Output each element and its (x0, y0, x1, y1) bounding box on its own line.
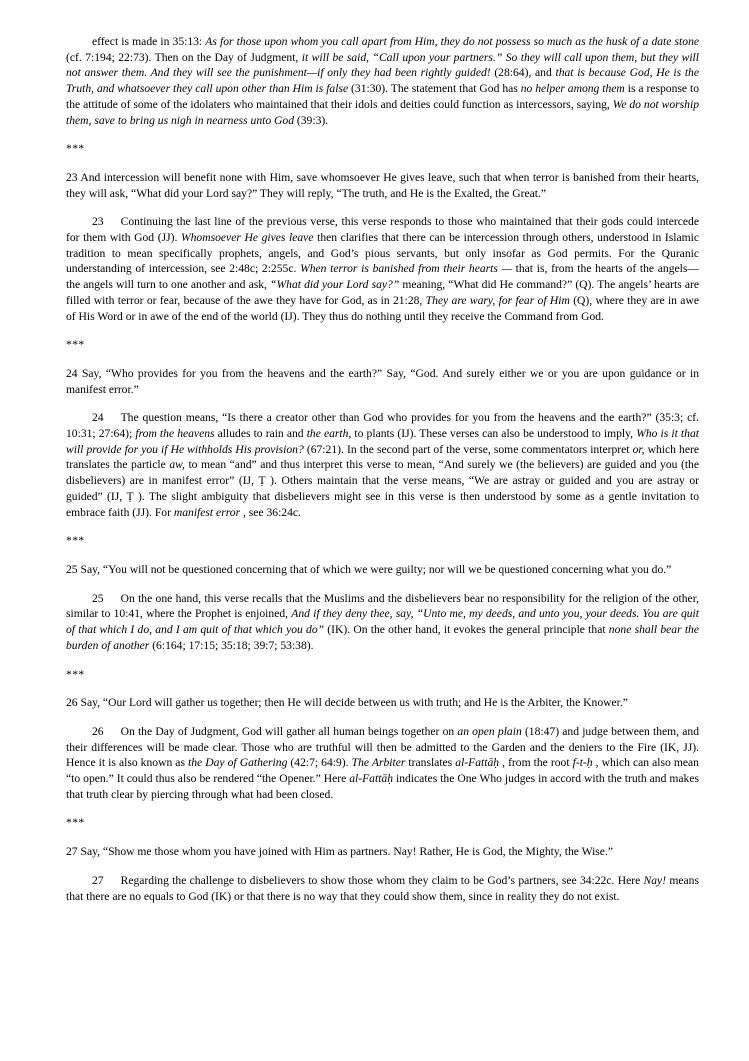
body-text: 25 (92, 591, 104, 605)
quoted-scripture: They are wary, for fear of Him (425, 293, 570, 307)
verse-translation (66, 562, 699, 578)
body-text: (cf. 7:194; 22:73). Then on the Day of Judgment, (66, 50, 302, 64)
body-text: (67:21). In the second part of the verse, some commentators interpret (303, 442, 633, 456)
body-text: (Q), where they are in awe of His Word or in awe of the end of the world (IJ). They thus do nothing until they receive the Command from God. (66, 293, 699, 323)
quoted-scripture: the Day of Gathering (188, 756, 288, 770)
verse-translation (66, 844, 699, 860)
body-text: is a response to the attitude of some of the idolaters who maintained that their idols and deities could function as intercessors, saying, (66, 82, 699, 111)
body-text: (28:64), and (490, 66, 556, 80)
paragraph-gap (66, 157, 699, 170)
body-text: effect is made in 35:13: (92, 35, 206, 48)
body-text: (IK). On the other hand, it evokes the general principle that (324, 623, 609, 637)
body-text: 27 (92, 873, 104, 887)
quoted-scripture: it will be said, “Call upon your partners.” So they will call upon them, but they will not answer them. And they will see the punishment—if only they had been rightly guided! (66, 50, 699, 80)
body-text: (18:47) and judge between them, and their differences will be made clear. Those who are truthful will then be admitted to the Garden and the deniers to the Fire (IK, JJ). Hence it is also known as (66, 724, 699, 770)
paragraph-gap (66, 578, 699, 591)
paragraph-gap (66, 520, 699, 533)
commentary-paragraph (66, 214, 699, 324)
quoted-scripture: an open plain (457, 724, 522, 738)
quoted-scripture: f-t-ḥ (572, 756, 593, 770)
body-text: , see 36:24c. (240, 505, 301, 519)
quoted-scripture: As for those upon whom you call apart from Him, they do not possess so much as the husk of a date stone (205, 35, 700, 48)
quoted-scripture: no helper among them (520, 82, 625, 96)
paragraph-gap (66, 831, 699, 844)
quoted-scripture: that is because God, He is the Truth, and whatsoever they call upon other than Him is false (66, 66, 699, 96)
quoted-scripture: from the heavens (135, 427, 215, 441)
body-text: The question means, “Is there a creator other than God who provides for you from the heavens and the earth?” (35:3; cf. 10:31; 27:64); (66, 411, 699, 441)
paragraph-gap (66, 201, 699, 214)
body-text: 24 Say, “Who provides for you from the heavens and the earth?” Say, “God. And surely either we or you are upon guidance or in manifest error.” (66, 366, 699, 396)
quoted-scripture: We do not worship them, save to bring us nigh in nearness unto God (66, 97, 699, 127)
body-text: On the Day of Judgment, God will gather all human beings together on (120, 724, 458, 738)
quoted-scripture: When terror is banished from their hearts — (300, 262, 512, 276)
verse-translation (66, 366, 699, 397)
quoted-scripture: the earth, (306, 427, 352, 441)
body-text: (6:164; 17:15; 35:18; 39:7; 53:38). (149, 638, 314, 652)
body-text: (39:3). (294, 113, 329, 127)
commentary-paragraph (66, 34, 699, 128)
body-text: Regarding the challenge to disbelievers to show those whom they claim to be God’s partners, see 34:22c. Here (120, 873, 644, 887)
quoted-scripture: aw, (169, 458, 185, 472)
quoted-scripture: Nay! (643, 873, 667, 887)
body-text: 25 Say, “You will not be questioned concerning that of which we were guilty; nor will we be questioned concerning what you do.” (66, 562, 672, 576)
paragraph-gap (66, 654, 699, 667)
body-text: to plants (IJ). These verses can also be understood to imply, (351, 427, 637, 441)
commentary-paragraph (66, 873, 699, 904)
body-text: indicates the One Who judges in accord with the truth and makes that truth clear by piercing through what had been closed. (66, 772, 699, 801)
paragraph-gap (66, 353, 699, 366)
body-text: translates (405, 756, 456, 770)
body-text: 26 Say, “Our Lord will gather us together; then He will decide between us with truth; and He is the Arbiter, the Knower.” (66, 696, 628, 710)
paragraph-gap (66, 682, 699, 695)
body-text: On the one hand, this verse recalls that the Muslims and the disbelievers bear no responsibility for the religion of the other, similar to 10:41, where the Prophet is enjoined, (66, 591, 699, 621)
body-text: to mean “and” and thus interpret this verse to mean, “And surely we (the believers) are guided and you (the disbelievers) are in manifest error” (IJ, Ṭ ). Others maintain that the verse means, “We are astray or guided and you are astray or guided” (IJ, Ṭ ). The slight ambiguity that disbelievers might see in this verse is then understood by some as a gentle invitation to embrace faith (JJ). For (66, 458, 699, 519)
body-text: 26 (92, 724, 104, 738)
quoted-scripture: or, (632, 442, 645, 456)
body-text: meaning, “What did He command?” (Q). The angels’ hearts are filled with terror or fear, because of the awe they have for God, as in 21:28, (66, 278, 699, 307)
body-text: then clarifies that there can be intercession through others, understood in Islamic tradition to mean specifically prophets, angels, and God’s pious servants, but only insofar as God permits. For the Quranic understanding of intercession, see 2:48c; 2:255c. (66, 231, 699, 276)
commentary-paragraph (66, 591, 699, 654)
verse-translation (66, 695, 699, 711)
body-text: 23 And intercession will benefit none with Him, save whomsoever He gives leave, such that when terror is banished from their hearts, they will ask, “What did your Lord say?” They will reply, “The truth, and He is the Exalted, the Great.” (66, 170, 699, 200)
section-separator: *** (66, 534, 85, 548)
body-text: (42:7; 64:9). (287, 756, 352, 770)
section-separator: *** (66, 667, 85, 681)
paragraph-gap (66, 324, 699, 337)
body-text: , from the root (499, 756, 573, 770)
paragraph-gap (66, 711, 699, 724)
quoted-scripture: al-Fattāḥ (455, 756, 500, 770)
body-text: which here translates the particle (66, 442, 699, 472)
quoted-scripture: Who is it that will provide for you if He withholds His provision? (66, 427, 699, 456)
paragraph-gap (66, 128, 699, 141)
section-separator: *** (66, 142, 85, 156)
body-text: , which can also mean “to open.” It could thus also be rendered “the Opener.” Here (66, 756, 699, 786)
commentary-paragraph (66, 410, 699, 520)
body-text: alludes to rain and (214, 427, 307, 441)
body-text: 27 Say, “Show me those whom you have joined with Him as partners. Nay! Rather, He is God, the Mighty, the Wise.” (66, 845, 613, 859)
quoted-scripture: manifest error (173, 505, 241, 519)
section-separator: *** (66, 816, 85, 830)
body-text: (31:30). The statement that God has (348, 82, 521, 96)
body-text: 24 (92, 411, 104, 425)
paragraph-gap (66, 860, 699, 873)
quoted-scripture: none shall bear the burden of another (66, 623, 699, 652)
quoted-scripture: al-Fattāḥ (349, 772, 394, 786)
body-text: that is, from the hearts of the angels— the angels will turn to one another and ask, (66, 262, 699, 292)
quoted-scripture: “What did your Lord say?” (270, 278, 400, 292)
body-text: means that there are no equals to God (IK) or that there is no way that they could show them, since in reality they do not exist. (66, 873, 699, 903)
quoted-scripture: Whomsoever He gives leave (180, 231, 314, 245)
quoted-scripture: The Arbiter (351, 756, 406, 770)
page-content (66, 34, 699, 904)
quoted-scripture: And if they deny thee, say, “Unto me, my deeds, and unto you, your deeds. You are quit of that which I do, and I am quit of that which you do” (66, 607, 699, 637)
paragraph-gap (66, 802, 699, 815)
paragraph-gap (66, 549, 699, 562)
verse-translation (66, 170, 699, 201)
body-text: 23 (92, 215, 104, 229)
section-separator: *** (66, 338, 85, 352)
commentary-paragraph (66, 724, 699, 803)
body-text: Continuing the last line of the previous verse, this verse responds to those who maintained that their gods could intercede for them with God (JJ). (66, 215, 699, 245)
paragraph-gap (66, 397, 699, 410)
